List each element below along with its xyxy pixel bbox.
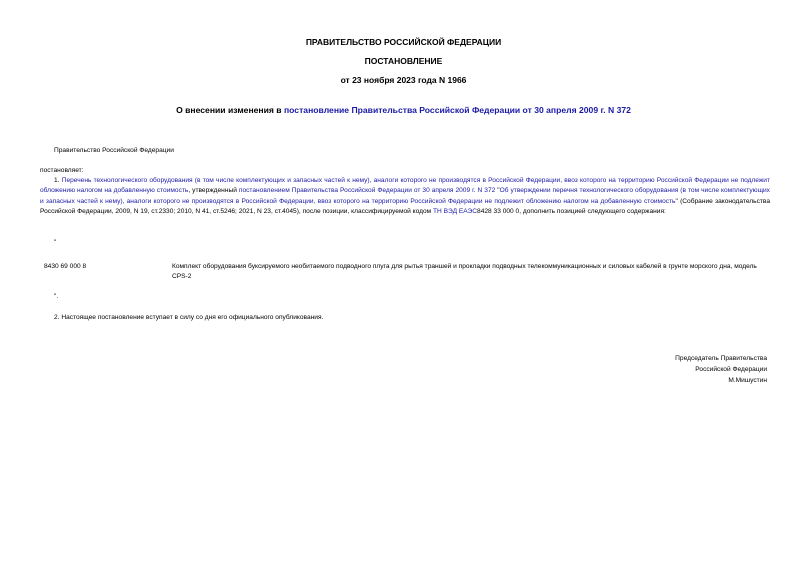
paragraph-1-number: 1. xyxy=(54,177,60,184)
document-title xyxy=(0,105,807,115)
position-code: 8430 69 000 8 xyxy=(44,263,87,270)
title-prefix: О внесении изменения в xyxy=(176,105,284,115)
tn-ved-link[interactable]: ТН ВЭД ЕАЭС xyxy=(433,208,478,216)
resolution-title-link[interactable]: Об утверждении перечня технологического оборудования (в том числе комплектующих и запасных частей к нему), аналоги которого не производятся в Российской Федерации, ввоз которого на территорию Российской Федерации не подлежит обложению налогом на добавленную стоимость xyxy=(40,187,770,205)
issuer-text: Правительство Российской Федерации xyxy=(54,147,174,154)
government-header: ПРАВИТЕЛЬСТВО РОССИЙСКОЙ ФЕДЕРАЦИИ xyxy=(305,37,502,47)
list-link[interactable]: Перечень технологического оборудования (в том числе комплектующих и запасных частей к нему), аналоги которого не производятся в Российской Федерации, ввоз которого на территорию Российской Федерации не подлежит обложению налогом на добавленную стоимость xyxy=(40,177,770,195)
paragraph-1-tail: " (Собрание законодательства Российской Федерации, 2009, N 19, ст.2330; 2010, N 41, ст.5246; 2021, N 23, ст.4045), после позиции, классифицируемой кодом xyxy=(40,197,771,216)
signature-title: Председатель Правительства xyxy=(675,355,767,362)
quote-open: " xyxy=(54,239,57,246)
paragraph-2: 2. Настоящее постановление вступает в силу со дня его официального опубликования. xyxy=(54,314,324,321)
signature-name: М.Мишустин xyxy=(728,377,767,384)
paragraph-1 xyxy=(40,176,770,218)
decides-text: постановляет: xyxy=(40,167,84,174)
quote-close: ". xyxy=(54,293,59,300)
signature-org: Российской Федерации xyxy=(695,366,767,373)
classifier-code: 8428 33 000 0 xyxy=(477,208,520,216)
resolution-link[interactable]: постановлением Правительства Российской Федерации от 30 апреля 2009 г. N 372 xyxy=(238,187,496,195)
document-date-number: от 23 ноября 2023 года N 1966 xyxy=(340,75,467,85)
paragraph-1-end: , дополнить позицией следующего содержания: xyxy=(519,208,666,216)
document-type: ПОСТАНОВЛЕНИЕ xyxy=(364,56,443,66)
paragraph-1-mid2: " xyxy=(495,187,500,195)
position-description: Комплект оборудования буксируемого необитаемого подводного плуга для рытья траншей и прокладки подводных телекоммуникационных и силовых кабелей в грунте морского дна, модель CPS-2 xyxy=(172,263,757,281)
title-link[interactable]: постановление Правительства Российской Федерации от 30 апреля 2009 г. N 372 xyxy=(283,105,631,115)
paragraph-1-mid: , утвержденный xyxy=(188,187,239,195)
